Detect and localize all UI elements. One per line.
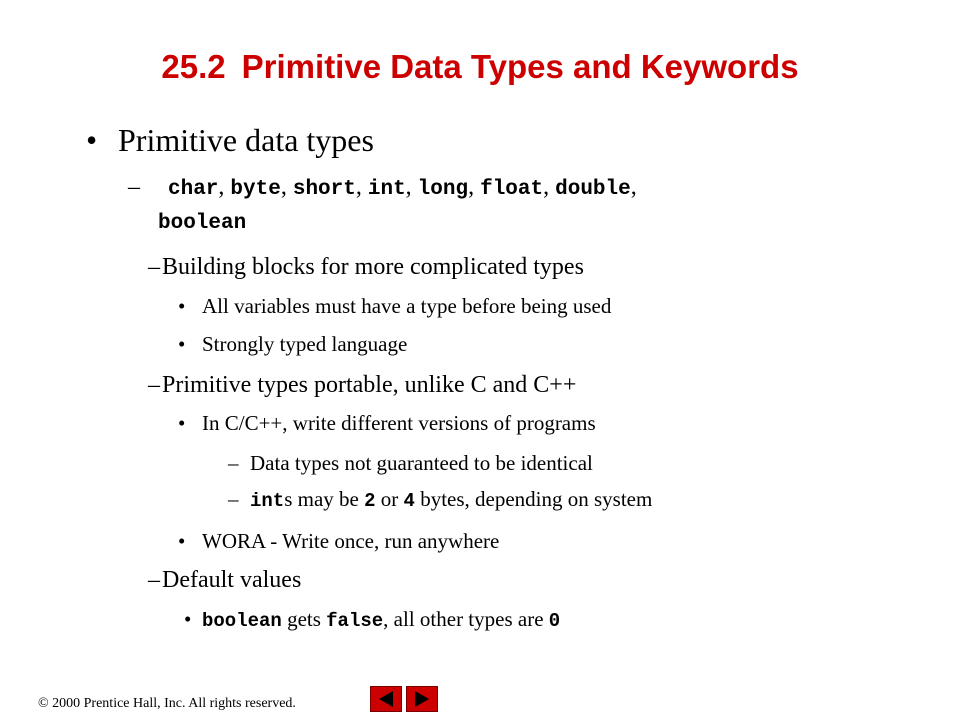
sep: , — [405, 174, 412, 200]
next-slide-button[interactable] — [406, 686, 438, 712]
dash-marker: – — [148, 372, 160, 398]
title-text: Primitive Data Types and Keywords — [241, 48, 799, 85]
bullet-marker: • — [178, 332, 186, 356]
boolean-part2: , all other types are — [383, 607, 549, 631]
type-short: short — [292, 178, 356, 201]
bullet-marker: • — [178, 411, 186, 435]
not-guaranteed-text: Data types not guaranteed to be identical — [250, 451, 593, 475]
num-4: 4 — [403, 490, 415, 512]
all-variables-text: All variables must have a type before being used — [202, 294, 612, 318]
ints-part1: s may be — [284, 487, 365, 511]
kw-false: false — [326, 610, 384, 632]
default-values-text: Default values — [162, 567, 302, 593]
sep: , — [630, 174, 637, 200]
num-2: 2 — [364, 490, 376, 512]
boolean-default-text — [202, 607, 560, 632]
bullet-text: Primitive data types — [118, 122, 374, 158]
copyright-text: 2000 Prentice Hall, Inc. All rights reserved. — [52, 696, 296, 711]
bullet-marker: • — [86, 122, 98, 158]
type-char: char — [168, 178, 219, 201]
dash-marker: – — [148, 254, 160, 280]
dash-marker: – — [128, 174, 140, 200]
strongly-typed-text: Strongly typed language — [202, 332, 408, 356]
type-double: double — [555, 178, 631, 201]
bullet-marker: • — [184, 607, 192, 631]
type-long: long — [417, 178, 469, 201]
ints-text — [250, 487, 652, 512]
sep: , — [218, 174, 225, 200]
ints-part3: bytes, depending on system — [414, 487, 653, 511]
wora-text: WORA - Write once, run anywhere — [202, 529, 500, 553]
type-boolean: boolean — [158, 212, 247, 235]
sep: , — [355, 174, 362, 200]
types-list-line-2 — [158, 208, 246, 235]
left-arrow-icon — [371, 687, 401, 711]
type-int: int — [367, 178, 406, 201]
dash-marker: – — [228, 487, 239, 511]
ints-part2: or — [375, 487, 404, 511]
dash-marker: – — [148, 567, 160, 593]
kw-int: int — [250, 490, 285, 512]
title-number: 25.2 — [161, 48, 226, 85]
boolean-part1: gets — [281, 607, 327, 631]
bullet-marker: • — [178, 529, 186, 553]
copyright-symbol: © — [38, 696, 49, 711]
right-arrow-icon — [407, 687, 437, 711]
kw-zero: 0 — [548, 610, 561, 632]
prev-slide-button[interactable] — [370, 686, 402, 712]
bullet-marker: • — [178, 294, 186, 318]
footer-copyright — [38, 696, 296, 712]
c-versions-text: In C/C++, write different versions of programs — [202, 411, 596, 435]
building-blocks-text: Building blocks for more complicated types — [162, 254, 584, 280]
kw-boolean: boolean — [202, 610, 282, 632]
type-float: float — [480, 178, 544, 201]
slide-title — [0, 48, 960, 86]
types-list — [168, 174, 637, 201]
sep: , — [543, 174, 550, 200]
type-byte: byte — [230, 178, 281, 201]
sep: , — [468, 174, 475, 200]
sep: , — [280, 174, 287, 200]
portable-text: Primitive types portable, unlike C and C++ — [162, 372, 577, 398]
dash-marker: – — [228, 451, 239, 475]
